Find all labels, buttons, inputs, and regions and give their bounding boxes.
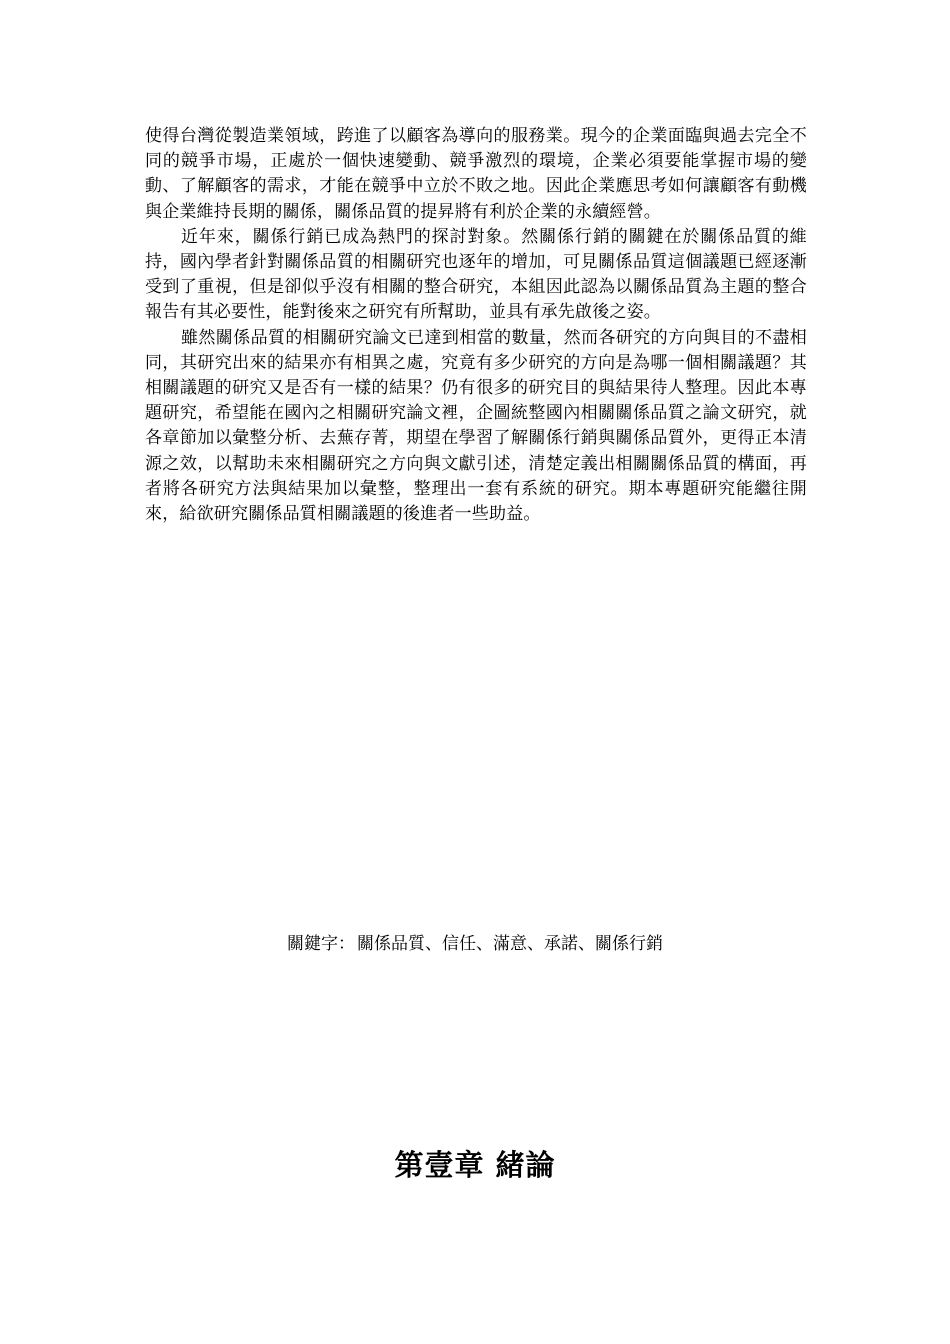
paragraph-1: 使得台灣從製造業領域，跨進了以顧客為導向的服務業。現今的企業面臨與過去完全不同的競爭市場，正處於一個快速變動、競爭激烈的環境，企業必須要能掌握市場的變動、了解顧客的需求，才能在競爭中立於不敗之地。因此企業應思考如何讓顧客有動機與企業維持長期的關係，關係品質的提昇將有利於企業的永續經營。	[145, 126, 807, 222]
paragraph-2: 近年來，關係行銷已成為熱門的探討對象。然關係行銷的關鍵在於關係品質的維持，國內學者針對關係品質的相關研究也逐年的增加，可見關係品質這個議題已經逐漸受到了重視，但是卻似乎沒有相關的整合研究，本組因此認為以關係品質為主題的整合報告有其必要性，能對後來之研究有所幫助，並具有承先啟後之姿。	[145, 226, 807, 323]
keywords-text: 關係品質、信任、滿意、承諾、關係行銷	[357, 934, 663, 954]
keywords-line	[0, 930, 950, 958]
keywords-label: 關鍵字：	[287, 934, 355, 954]
chapter-title: 第壹章 緒論	[394, 1148, 556, 1182]
paragraph-3: 雖然關係品質的相關研究論文已達到相當的數量，然而各研究的方向與目的不盡相同，其研究出來的結果亦有相異之處，究竟有多少研究的方向是為哪一個相關議題？其相關議題的研究又是否有一樣的結果？仍有很多的研究目的與結果待人整理。因此本專題研究，希望能在國內之相關研究論文裡，企圖統整國內相關關係品質之論文研究，就各章節加以彙整分析、去蕪存菁，期望在學習了解關係行銷與關係品質外，更得正本清源之效，以幫助未來相關研究之方向與文獻引述，清楚定義出相關關係品質的構面，再者將各研究方法與結果加以彙整，整理出一套有系統的研究。期本專題研究能繼往開來，給欲研究關係品質相關議題的後進者一些助益。	[145, 327, 807, 525]
body-text	[145, 124, 807, 527]
